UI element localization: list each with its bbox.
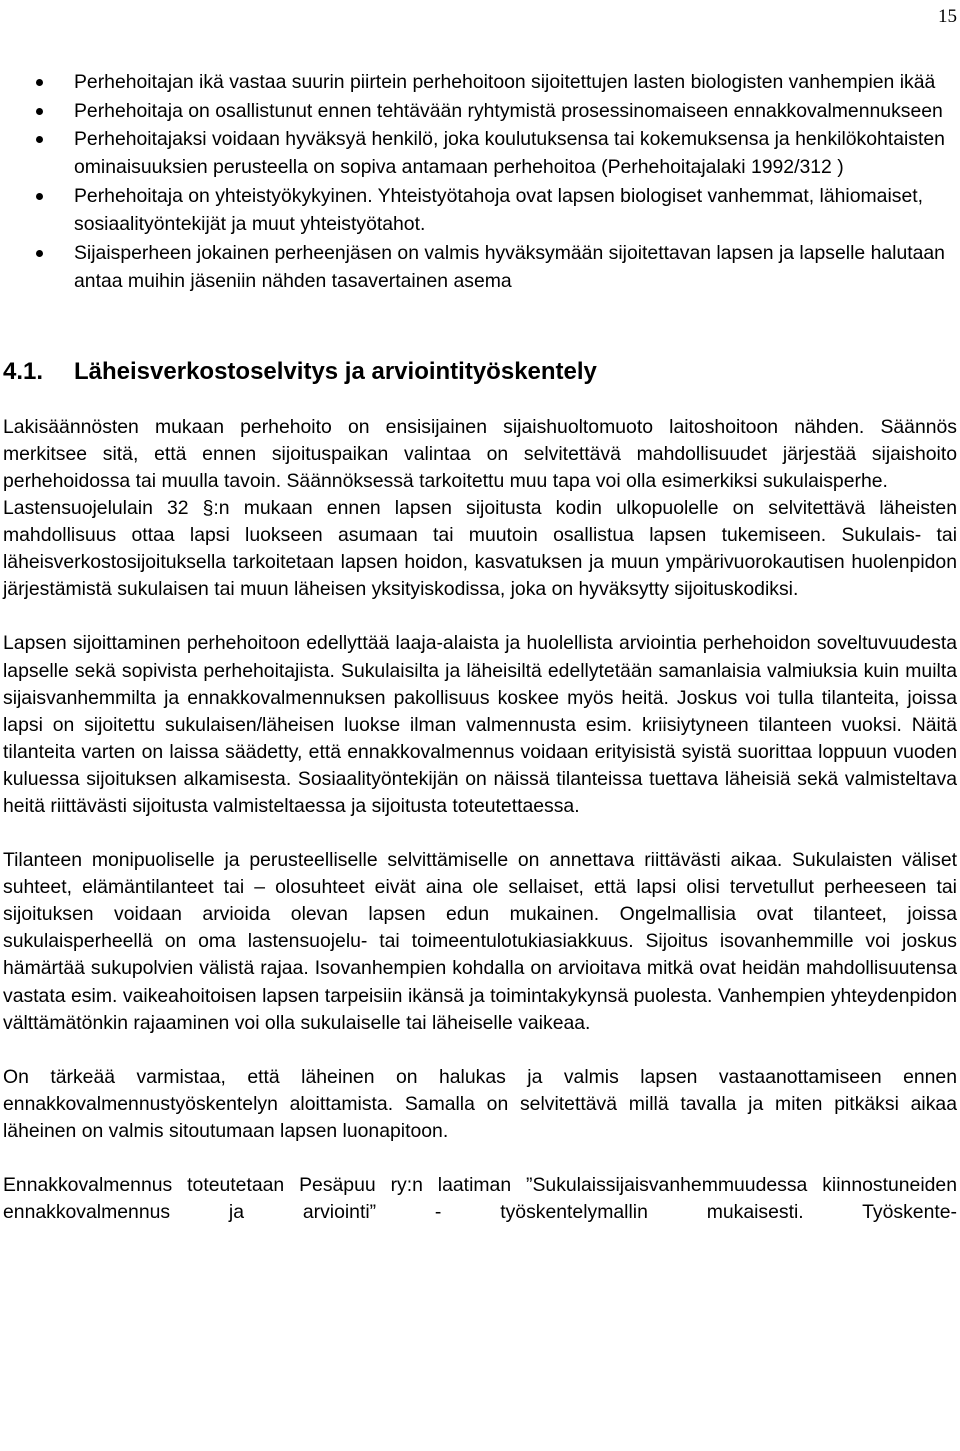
bullet-icon (36, 79, 43, 86)
list-item-text: Perhehoitaja on yhteistyökykyinen. Yhteistyötahoja ovat lapsen biologiset vanhemmat, lähiomaiset, sosiaalityöntekijät ja muut yhteistyötahot. (74, 184, 924, 235)
paragraph: Ennakkovalmennus toteutetaan Pesäpuu ry:n laatiman ”Sukulaissijaisvanhemmuudessa kiinnostuneiden ennakkovalmennus ja arviointi” - työskentelymallin mukaisesti. Työskente- (3, 1174, 957, 1224)
section-number: 4.1. (3, 357, 44, 385)
page-number: 15 (938, 6, 957, 27)
bullet-icon (36, 136, 43, 143)
bullet-icon (36, 108, 43, 115)
paragraph: On tärkeää varmistaa, että läheinen on halukas ja valmis lapsen vastaanottamiseen ennen ennakkovalmennustyöskentelyn aloittamista. Samalla on selvitettävä millä tavalla ja miten pitkäksi aikaa läheinen on valmis sitoutumaan lapsen luonapitoon. (3, 1065, 957, 1142)
list-item (3, 125, 957, 181)
bullet-icon (36, 250, 43, 257)
list-item-text: Perhehoitajaksi voidaan hyväksyä henkilö, joka koulutuksensa tai kokemuksensa ja henkilökohtaisten ominaisuuksien perusteella on sopiva antamaan perhehoitoa (Perhehoitajalaki 1992/312 ) (74, 128, 945, 179)
paragraph: Lapsen sijoittaminen perhehoitoon edellyttää laaja-alaista ja huolellista arviointia perhehoidon soveltuvuudesta lapselle sekä sopivista perhehoitajista. Sukulaisilta ja läheisiltä edellytetään samanlaisia valmiuksia kuin muilta sijaisvanhemmilta ja ennakkovalmennuksen pakollisuus koskee myös heitä. Joskus voi tulla tilanteita, joissa lapsi on sijoitettu sukulaisen/läheisen luokse ilman valmennusta esim. kriisiytyneen tilanteen vuoksi. Näitä tilanteita varten on laissa säädetty, että ennakkovalmennus voidaan erityisistä syistä suorittaa loppuun vuoden kuluessa sijoituksen alkamisesta. Sosiaalityöntekijän on näissä tilanteissa tuettava läheisiä sekä valmisteltava heitä riittävästi sijoitusta valmisteltaessa ja sijoitusta toteutettaessa. (3, 632, 957, 817)
list-item-text: Sijaisperheen jokainen perheenjäsen on valmis hyväksymään sijoitettavan lapsen ja lapselle halutaan antaa muihin jäseniin nähden tasavertainen asema (74, 241, 945, 292)
criteria-list (3, 68, 957, 295)
section-title: Läheisverkostoselvitys ja arviointityöskentely (74, 357, 597, 385)
section-heading (3, 357, 957, 387)
bullet-icon (36, 193, 43, 200)
list-item (3, 97, 957, 125)
list-item-text: Perhehoitajan ikä vastaa suurin piirtein perhehoitoon sijoitettujen lasten biologisten vanhempien ikää (74, 71, 936, 93)
paragraph: Lakisäännösten mukaan perhehoito on ensisijainen sijaishuoltomuoto laitoshoitoon nähden. Säännös merkitsee sitä, että ennen sijoituspaikan valintaa on selvitettävä mahdollisuudet järjestää sijaishoito perhehoidossa tai muulla tavoin. Säännöksessä tarkoitettu muu tapa voi olla esimerkiksi sukulaisperhe. (3, 415, 957, 492)
paragraph: Lastensuojelulain 32 §:n mukaan ennen lapsen sijoitusta kodin ulkopuolelle on selvitettävä läheisten mahdollisuus ottaa lapsi luokseen asumaan tai muutoin osallistua lapsen tukemiseen. Sukulais- tai läheisverkostosijoituksella tarkoitetaan lapsen hoidon, kasvatuksen ja muun ympärivuorokautisen huolenpidon järjestämistä sukulaisen tai muun läheisen yksityiskodissa, joka on hyväksytty sijoituskodiksi. (3, 497, 957, 601)
list-item (3, 239, 957, 295)
document-body (3, 68, 957, 1226)
list-item (3, 68, 957, 96)
list-item (3, 182, 957, 238)
list-item-text: Perhehoitaja on osallistunut ennen tehtävään ryhtymistä prosessinomaiseen ennakkovalmennukseen (74, 99, 943, 122)
paragraph: Tilanteen monipuoliselle ja perusteelliselle selvittämiselle on annettava riittävästi aikaa. Sukulaisten väliset suhteet, elämäntilanteet tai – olosuhteet eivät aina ole sellaiset, että lapsi olisi tervetullut perheeseen tai sijoituksen voidaan arvioida olevan lapsen edun mukainen. Ongelmallisia ovat tilanteet, joissa sukulaisperheellä on oma lastensuojelu- tai toimeentulotukiasiakkuus. Sijoitus isovanhemmille voi joskus hämärtää sukupolvien välistä rajaa. Isovanhempien kohdalla on arvioitava mitkä ovat heidän mahdollisuutensa vastata esim. vaikeahoitoisen lapsen tarpeisiin ikänsä ja toimintakykynsä puolesta. Vanhempien yhteydenpidon välttämätönkin rajaaminen voi olla sukulaiselle tai läheiselle vaikeaa. (3, 849, 957, 1034)
